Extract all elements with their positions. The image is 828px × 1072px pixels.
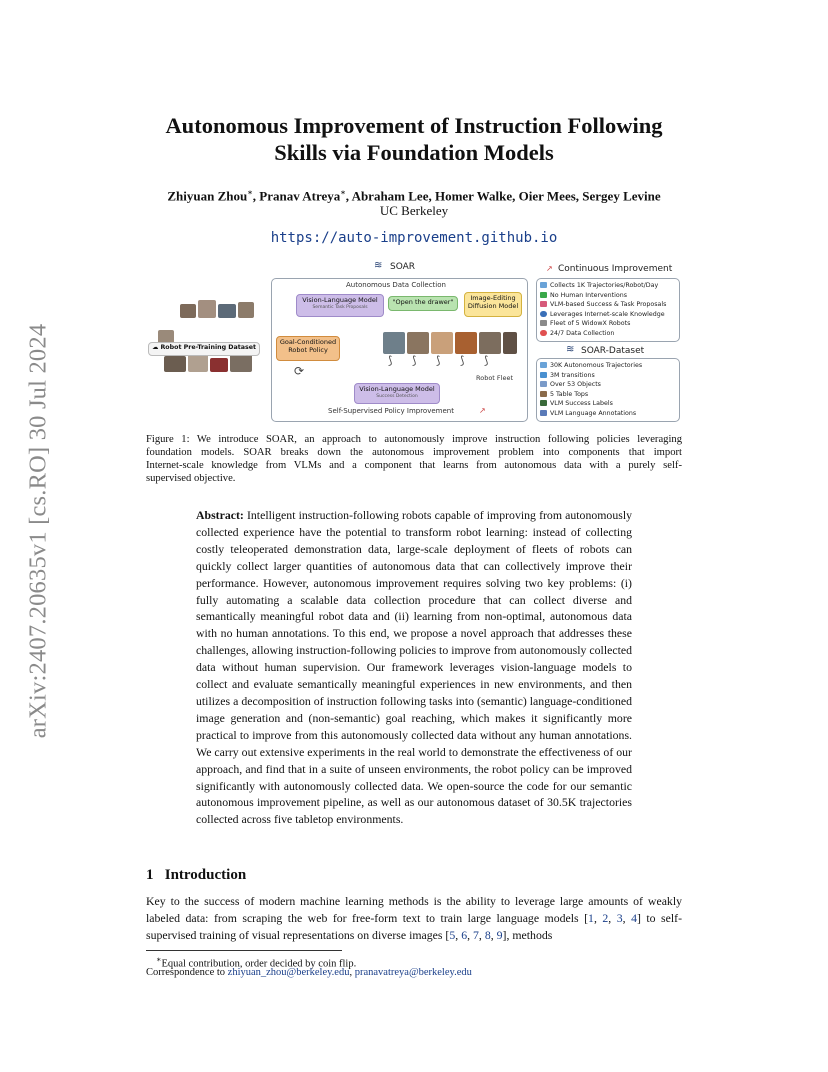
fleet-photo: [479, 332, 501, 354]
vlm-bottom-label: Vision-Language Model: [359, 385, 435, 393]
list-item-text: VLM Language Annotations: [550, 409, 637, 417]
figure-1: [146, 256, 682, 426]
vlm-top-sub: Semantic Task Proposals: [312, 305, 368, 310]
abstract: [196, 507, 632, 828]
image-editing-box: [464, 292, 522, 317]
refresh-loop-icon: ⟳: [294, 364, 305, 378]
soar-dataset-list: [540, 361, 642, 419]
email-sep: ,: [349, 967, 355, 978]
fleet-photo: [455, 332, 477, 354]
email-link-2[interactable]: pranavatreya@berkeley.edu: [354, 967, 472, 978]
diamond-icon: [540, 410, 547, 416]
list-item: [540, 399, 642, 409]
cloud-icon: [540, 362, 547, 368]
footnote-rule: [146, 950, 342, 951]
vlm-task-proposal-box: [296, 294, 384, 317]
brain-icon: [540, 301, 547, 307]
paper-title-line-2: Skills via Foundation Models: [274, 140, 554, 165]
paper-title-line-1: Autonomous Improvement of Instruction Following: [165, 113, 663, 138]
citation-link[interactable]: 8: [484, 928, 491, 942]
pretraining-dataset-box: [148, 342, 260, 356]
citation-link[interactable]: 7: [473, 928, 479, 942]
correspondence-label: Correspondence to: [146, 967, 228, 978]
dataset-photo: [180, 304, 196, 318]
list-item-text: Over 53 Objects: [550, 381, 601, 389]
affiliation: UC Berkeley: [379, 203, 449, 218]
list-item-text: 24/7 Data Collection: [550, 329, 615, 337]
list-item: [540, 319, 666, 329]
soar-logo-icon: ≋: [374, 260, 383, 271]
arxiv-stamp: [18, 296, 58, 766]
footnote-correspondence: [146, 966, 472, 979]
globe-icon: [540, 311, 547, 317]
list-item: [540, 371, 642, 381]
list-item-text: 3M transitions: [550, 371, 595, 379]
list-item: [540, 390, 642, 400]
continuous-improvement-list: [540, 281, 666, 339]
section-heading: [146, 867, 246, 884]
vlm-success-box: [354, 383, 440, 404]
footnote-mark: ∗: [156, 955, 162, 964]
list-item-text: 30K Autonomous Trajectories: [550, 362, 643, 369]
citation-sep: ,: [467, 928, 473, 942]
list-item-text: Collects 1K Trajectories/Robot/Day: [550, 282, 659, 289]
list-item: [540, 300, 666, 310]
author-sep: ,: [252, 188, 260, 204]
citation-sep: ,: [622, 911, 632, 925]
author-2: Pranav Atreya: [259, 188, 341, 204]
project-url-link[interactable]: https://auto-improvement.github.io: [270, 230, 558, 246]
autonomous-collection-title: Autonomous Data Collection: [346, 281, 446, 289]
arxiv-stamp-text: arXiv:2407.20635v1 [cs.RO] 30 Jul 2024: [24, 323, 52, 739]
dataset-photo: [210, 358, 228, 372]
fleet-photo: [431, 332, 453, 354]
intro-text: ] to self-supervised training of visual representations on diverse images [: [146, 911, 682, 942]
instruction-box: "Open the drawer": [388, 296, 458, 311]
goal-policy-line-1: Goal-Conditioned: [279, 338, 337, 346]
list-item: [540, 281, 666, 291]
robot-icon: [540, 320, 547, 326]
number-icon: [540, 372, 547, 378]
image-editing-line-2: Diffusion Model: [467, 302, 519, 310]
author-2-mark: ∗: [340, 188, 346, 197]
dataset-icon: ☁: [151, 344, 161, 351]
image-editing-line-1: Image-Editing: [470, 294, 516, 302]
list-item: [540, 361, 642, 371]
author-list: [0, 187, 828, 204]
dataset-photo: [164, 356, 186, 372]
citation-link[interactable]: 4: [631, 911, 637, 925]
intro-paragraph: [146, 893, 682, 944]
fleet-photo: [503, 332, 517, 354]
footnote-equal-text: Equal contribution, order decided by coin flip.: [161, 958, 357, 970]
vlm-top-label: Vision-Language Model: [302, 296, 378, 304]
robot-arm-icon: ⟆: [484, 354, 489, 367]
object-icon: [540, 381, 547, 387]
globe-icon: [540, 282, 547, 288]
fleet-photo: [383, 332, 405, 354]
self-supervised-label: Self-Supervised Policy Improvement: [328, 407, 454, 415]
email-link-1[interactable]: zhiyuan_zhou@berkeley.edu: [227, 967, 350, 978]
list-item: [540, 409, 642, 419]
dataset-photo: [218, 304, 236, 318]
list-item: [540, 380, 642, 390]
check-icon: [540, 292, 547, 298]
list-item-text: Fleet of 5 WidowX Robots: [550, 320, 631, 328]
clock-icon: [540, 330, 547, 336]
citation-link[interactable]: 3: [616, 911, 623, 925]
list-item-text: Leverages Internet-scale Knowledge: [550, 310, 665, 318]
citation-sep: ,: [478, 928, 485, 942]
intro-text: Key to the success of modern machine learning methods is the ability to leverage large amounts of weakly labeled data: from scraping the web for free-form text to train large language models [: [146, 894, 682, 925]
robot-arm-icon: ⟆: [388, 354, 393, 367]
list-item: [540, 310, 666, 320]
list-item-text: No Human Interventions: [550, 291, 627, 299]
section-title: Introduction: [164, 867, 247, 883]
robot-arm-icon: ⟆: [412, 354, 417, 367]
pretraining-dataset-label: Robot Pre-Training Dataset: [160, 344, 257, 351]
dataset-photo: [238, 302, 254, 318]
author-1: Zhiyuan Zhou: [167, 188, 248, 204]
author-rest: , Abraham Lee, Homer Walke, Oier Mees, Sergey Levine: [345, 188, 661, 204]
figure-caption-line: Internet-scale knowledge from VLMs and a component that learns from autonomous data with a purely self-: [146, 460, 682, 471]
table-icon: [540, 391, 547, 397]
goal-policy-line-2: Robot Policy: [288, 346, 328, 354]
robot-fleet-label: Robot Fleet: [476, 374, 514, 382]
figure-caption-line: foundation models. SOAR breaks down the autonomous improvement problem into components that import: [146, 447, 682, 458]
soar-logo-icon: ≋: [566, 344, 575, 355]
citation-sep: ,: [593, 911, 603, 925]
figure-caption-line: Figure 1: We introduce SOAR, an approach to autonomously improve instruction following policies leveraging: [146, 434, 682, 445]
chart-up-icon: ↗: [546, 264, 553, 273]
citation-sep: ,: [608, 911, 617, 925]
continuous-improvement-title: Continuous Improvement: [558, 264, 673, 274]
checkmark-icon: [540, 400, 547, 406]
vlm-bottom-sub: Success Detection: [376, 394, 418, 399]
list-item: [540, 329, 666, 339]
list-item-text: VLM Success Labels: [550, 400, 613, 408]
citation-link[interactable]: 1: [588, 911, 594, 925]
citation-sep: ,: [455, 928, 462, 942]
citation-link[interactable]: 9: [496, 928, 503, 942]
dataset-photo: [230, 354, 252, 372]
dataset-photo: [188, 354, 208, 372]
abstract-text: Intelligent instruction-following robots capable of improving from autonomously collected experience have the potential to transform robot learning: instead of collecting costly teleoperated demonstration data, large-scale deployment of fleets of robots can quickly collect larger quantities of autonomous data that can collectively improve their performance. However, autonomous improvement requires solving two key problems: (i) fully automating a scalable data collection procedure that can collect diverse and semantically meaningful robot data and (ii) learning from non-optimal, autonomous data with no human annotations. To this end, we propose a novel approach that addresses these challenges, allowing instruction-following policies to improve from autonomously collected data without human supervision. Our framework leverages vision-language models to collect and evaluate semantically meaningful experiences in new environments, and then utilizes a decomposition of instruction following tasks into (semantic) language-conditioned image generation and (non-semantic) goal reaching, which makes it significantly more practical to improve from this autonomously collected data without any human annotations. We carry out extensive experiments in the real world to demonstrate the effectiveness of our approach, and find that in a suite of unseen environments, the robot policy can be improved significantly with autonomously collected data. We open-source the code for our semantic autonomous improvement pipeline, as well as our autonomous dataset of 30.5K trajectories collected across five tabletop environments.: [196, 508, 632, 827]
citation-sep: ,: [490, 928, 497, 942]
citation-link[interactable]: 2: [602, 911, 609, 925]
fleet-photo: [407, 332, 429, 354]
list-item: [540, 291, 666, 301]
abstract-label: Abstract:: [196, 508, 244, 522]
section-number: 1: [146, 867, 154, 883]
author-1-mark: ∗: [247, 188, 253, 197]
figure-caption-line: supervised objective.: [146, 473, 236, 484]
soar-dataset-title: SOAR-Dataset: [581, 346, 645, 356]
robot-arm-icon: ⟆: [436, 354, 441, 367]
citation-link[interactable]: 6: [461, 928, 468, 942]
list-item-text: VLM-based Success & Task Proposals: [550, 301, 667, 309]
chart-up-icon: ↗: [479, 406, 486, 415]
citation-link[interactable]: 5: [449, 928, 456, 942]
robot-arm-icon: ⟆: [460, 354, 465, 367]
soar-label: SOAR: [390, 262, 416, 272]
list-item-text: 5 Table Tops: [550, 390, 589, 398]
dataset-photo: [198, 300, 216, 318]
intro-text: ], methods: [502, 928, 553, 942]
goal-policy-box: [276, 336, 340, 361]
